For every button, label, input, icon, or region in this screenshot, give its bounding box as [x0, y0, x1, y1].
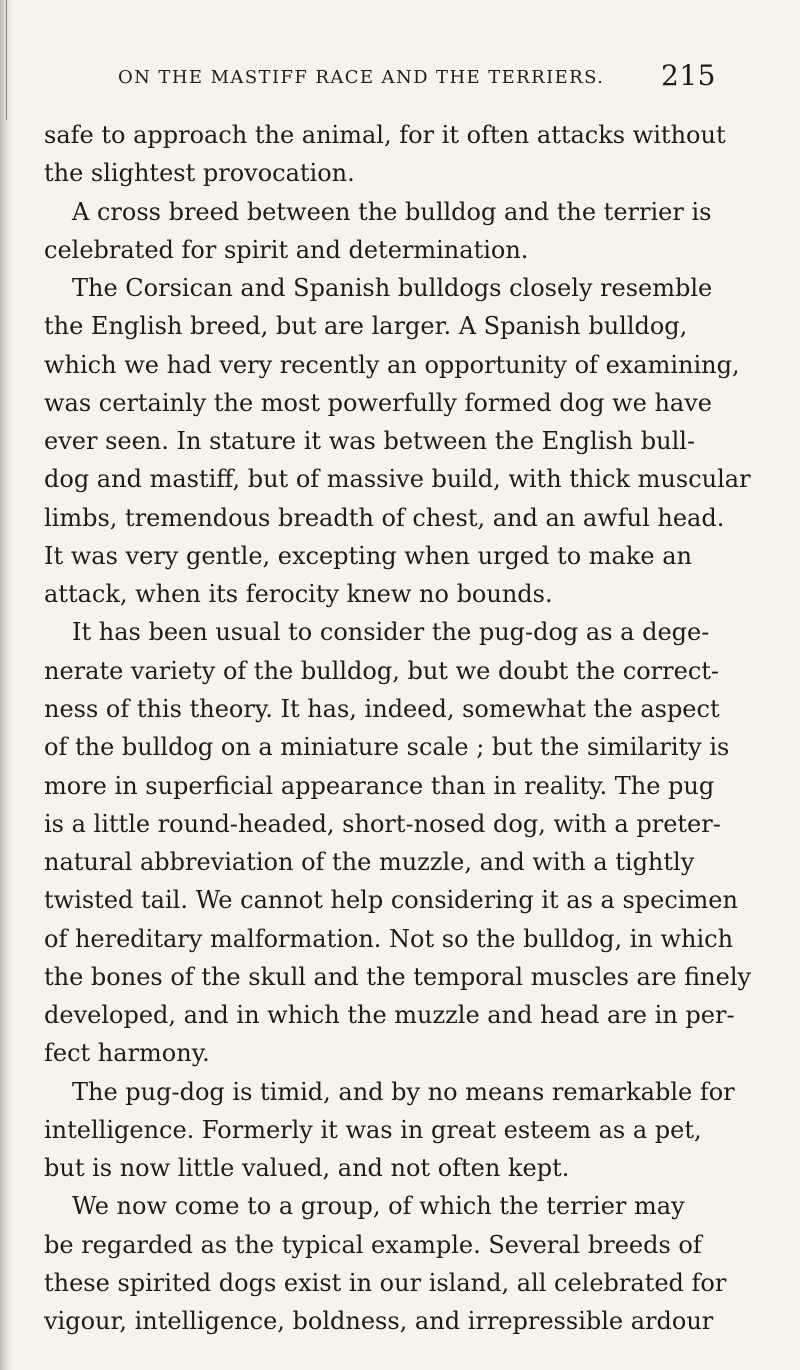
running-title: ON THE MASTIFF RACE AND THE TERRIERS. [118, 67, 605, 88]
text-line: the slightest provocation. [44, 159, 355, 188]
page-header [118, 58, 716, 94]
text-line: ever seen. In stature it was between the English bull- [44, 427, 696, 456]
text-line: attack, when its ferocity knew no bounds. [44, 580, 553, 609]
text-line: safe to approach the animal, for it often attacks without [44, 121, 726, 149]
text-line: natural abbreviation of the muzzle, and with a tightly [44, 848, 695, 877]
page-binding-shadow [0, 0, 12, 1370]
text-line: was certainly the most powerfully formed dog we have [44, 388, 712, 417]
text-line: be regarded as the typical example. Several breeds of [44, 1230, 702, 1259]
text-line: limbs, tremendous breadth of chest, and an awful head. [44, 503, 725, 532]
text-line: ness of this theory. It has, indeed, somewhat the aspect [44, 694, 720, 723]
text-line: We now come to a group, of which the terrier may [72, 1192, 685, 1221]
text-line: of the bulldog on a miniature scale ; but the similarity is [44, 733, 730, 762]
body-text [44, 116, 764, 1341]
text-line: The Corsican and Spanish bulldogs closely resemble [72, 274, 713, 303]
text-line: It was very gentle, excepting when urged to make an [44, 541, 692, 570]
text-line: the bones of the skull and the temporal muscles are finely [44, 962, 752, 991]
page-number: 215 [661, 59, 716, 92]
text-line: is a little round-headed, short-nosed dog, with a preter- [44, 809, 721, 838]
text-line: the English breed, but are larger. A Spanish bulldog, [44, 312, 688, 341]
text-line: but is now little valued, and not often kept. [44, 1154, 570, 1183]
text-line: developed, and in which the muzzle and head are in per- [44, 1001, 735, 1030]
text-line: these spirited dogs exist in our island, all celebrated for [44, 1268, 727, 1297]
text-line: fect harmony. [44, 1039, 210, 1068]
text-line: celebrated for spirit and determination. [44, 235, 529, 264]
text-line: A cross breed between the bulldog and the terrier is [72, 197, 712, 226]
text-line: nerate variety of the bulldog, but we doubt the correct- [44, 656, 720, 685]
text-line: more in superficial appearance than in reality. The pug [44, 771, 715, 800]
text-line: vigour, intelligence, boldness, and irrepressible ardour [44, 1307, 714, 1336]
text-line: The pug-dog is timid, and by no means remarkable for [72, 1077, 735, 1106]
text-line: intelligence. Formerly it was in great esteem as a pet, [44, 1115, 702, 1144]
text-line: dog and mastiff, but of massive build, with thick muscular [44, 465, 751, 494]
text-line: of hereditary malformation. Not so the bulldog, in which [44, 924, 734, 953]
page-binding-edge [6, 0, 7, 120]
text-line: It has been usual to consider the pug-dog as a dege- [72, 618, 710, 647]
text-line: which we had very recently an opportunity of examining, [44, 350, 740, 379]
text-line: twisted tail. We cannot help considering it as a specimen [44, 886, 738, 915]
